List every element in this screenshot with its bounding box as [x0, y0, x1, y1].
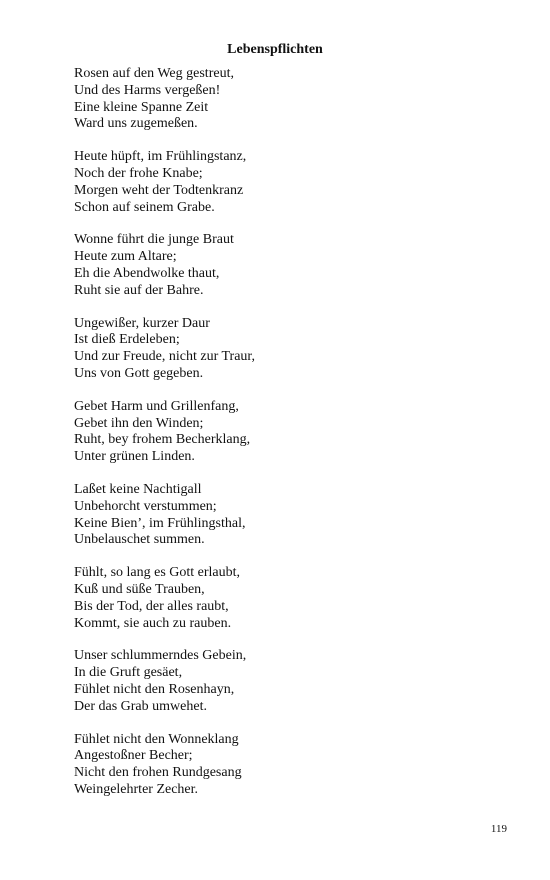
- verse-line: Rosen auf den Weg gestreut,: [74, 66, 234, 81]
- stanza: [74, 399, 494, 466]
- verse-line: Noch der frohe Knabe;: [74, 165, 203, 181]
- stanza: [74, 149, 494, 216]
- verse-line: In die Gruft gesäet,: [74, 665, 183, 681]
- verse-line: Uns von Gott gegeben.: [74, 365, 204, 381]
- verse-line: Heute zum Altare;: [74, 249, 177, 265]
- verse-line: Fühlet nicht den Wonneklang: [74, 731, 239, 747]
- verse-line: Und des Harms vergeßen!: [74, 82, 221, 98]
- verse-line: Ruht, bey frohem Becherklang,: [74, 432, 251, 448]
- verse-line: Ruht sie auf der Bahre.: [74, 282, 204, 298]
- stanza: [74, 732, 494, 799]
- stanza: [74, 648, 494, 715]
- verse-line: Der das Grab umwehet.: [74, 698, 207, 714]
- verse-line: Unter grünen Linden.: [74, 449, 195, 465]
- verse-line: Keine Bien’, im Frühlingsthal,: [74, 515, 246, 531]
- stanza: [74, 565, 494, 632]
- verse-line: Angestoßner Becher;: [74, 748, 193, 764]
- verse-line: Nicht den frohen Rundgesang: [74, 765, 242, 781]
- verse-line: Fühlet nicht den Rosenhayn,: [74, 681, 235, 697]
- verse-line: Kommt, sie auch zu rauben.: [74, 615, 232, 631]
- verse-line: Gebet Harm und Grillenfang,: [74, 398, 239, 414]
- page-number: 119: [490, 823, 507, 835]
- verse-line: Eh die Abendwolke thaut,: [74, 265, 220, 281]
- verse-line: Kuß und süße Trauben,: [74, 581, 205, 597]
- verse-line: Schon auf seinem Grabe.: [74, 199, 215, 215]
- stanza: [74, 66, 494, 133]
- verse-line: Und zur Freude, nicht zur Traur,: [74, 349, 256, 365]
- verse-line: Bis der Tod, der alles raubt,: [74, 598, 229, 614]
- page-title: Lebenspflichten: [227, 42, 323, 57]
- verse-line: Weingelehrter Zecher.: [74, 781, 199, 797]
- verse-line: Ist dieß Erdeleben;: [74, 332, 180, 348]
- verse-line: Unbelauschet summen.: [74, 532, 205, 548]
- verse-line: Heute hüpft, im Frühlingstanz,: [74, 149, 247, 165]
- stanza: [74, 316, 494, 383]
- verse-line: Gebet ihn den Winden;: [74, 415, 204, 431]
- verse-line: Ungewißer, kurzer Daur: [74, 315, 210, 331]
- verse-line: Unbehorcht verstummen;: [74, 498, 217, 514]
- poem: [74, 66, 494, 815]
- verse-line: Laßet keine Nachtigall: [74, 481, 202, 497]
- verse-line: Wonne führt die junge Braut: [74, 232, 234, 248]
- verse-line: Fühlt, so lang es Gott erlaubt,: [74, 565, 241, 581]
- verse-line: Unser schlummerndes Gebein,: [74, 648, 247, 664]
- verse-line: Morgen weht der Todtenkranz: [74, 182, 244, 198]
- verse-line: Eine kleine Spanne Zeit: [74, 99, 209, 115]
- verse-line: Ward uns zugemeßen.: [74, 116, 198, 132]
- stanza: [74, 232, 494, 299]
- stanza: [74, 482, 494, 549]
